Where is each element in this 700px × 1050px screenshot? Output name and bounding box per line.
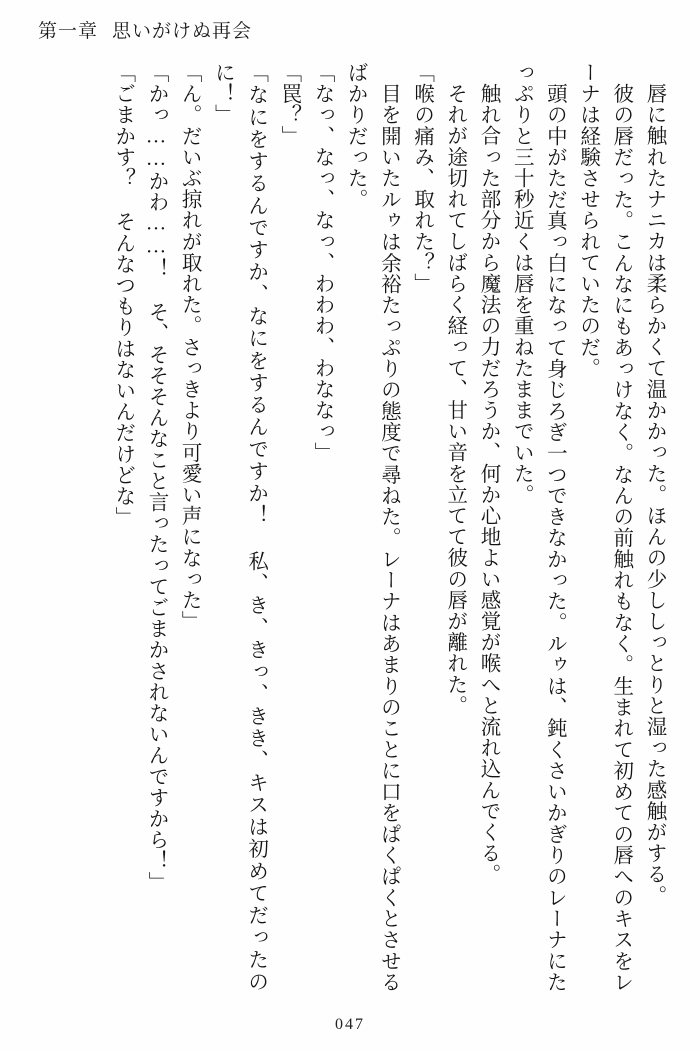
paragraph: 「喉の痛み、取れた？」 <box>410 62 433 295</box>
chapter-title: 思いがけぬ再会 <box>112 21 253 42</box>
paragraph: 「なっ、なっ、なっ、わわわ、わななっ」 <box>310 62 333 463</box>
vertical-text-block <box>30 62 670 992</box>
paragraph: 目を開いたルゥは余裕たっぷりの態度で尋ねた。レーナはあまりのことに口をぱくぱくとさせるばかりだった。 <box>344 62 400 992</box>
paragraph: 「なにをするんですか、なにをするんですか！ 私、き、きっ、きき、キスは初めてだったのに！」 <box>211 62 267 992</box>
paragraph: 「罠？」 <box>277 62 300 147</box>
paragraph: 「ごまかす？ そんなつもりはないんだけどな」 <box>111 62 134 528</box>
page-number: 047 <box>335 1016 365 1033</box>
paragraph: 唇に触れたナニカは柔らかくて温かかった。ほんの少ししっとりと湿った感触がする。 <box>643 82 665 906</box>
paragraph: 「かっ……かわ……！ そ、そそそんなこと言ったってごまかされないんですから！」 <box>144 62 167 893</box>
paragraph: 触れ合った部分から魔法の力だろうか、何か心地よい感覚が喉へと流れ込んでくる。 <box>476 82 499 885</box>
running-head <box>38 16 252 43</box>
paragraph: 頭の中がただ真っ白になって身じろぎ一つできなかった。ルゥは、鈍くさいかぎりのレーナにたっぷりと三十秒近くは唇を重ねたままでいた。 <box>510 62 566 992</box>
chapter-number: 第一章 <box>38 21 99 42</box>
paragraph: それが途切れてしばらく経って、甘い音を立てて彼の唇が離れた。 <box>443 82 466 716</box>
paragraph: 「ん。だいぶ掠れが取れた。さっきより可愛い声になった」 <box>178 62 201 632</box>
body-text-area <box>30 62 670 992</box>
paragraph: 彼の唇だった。こんなにもあっけなく。なんの前触れもなく。生まれて初めての唇へのキスをレーナは経験させられていたのだ。 <box>576 62 632 992</box>
